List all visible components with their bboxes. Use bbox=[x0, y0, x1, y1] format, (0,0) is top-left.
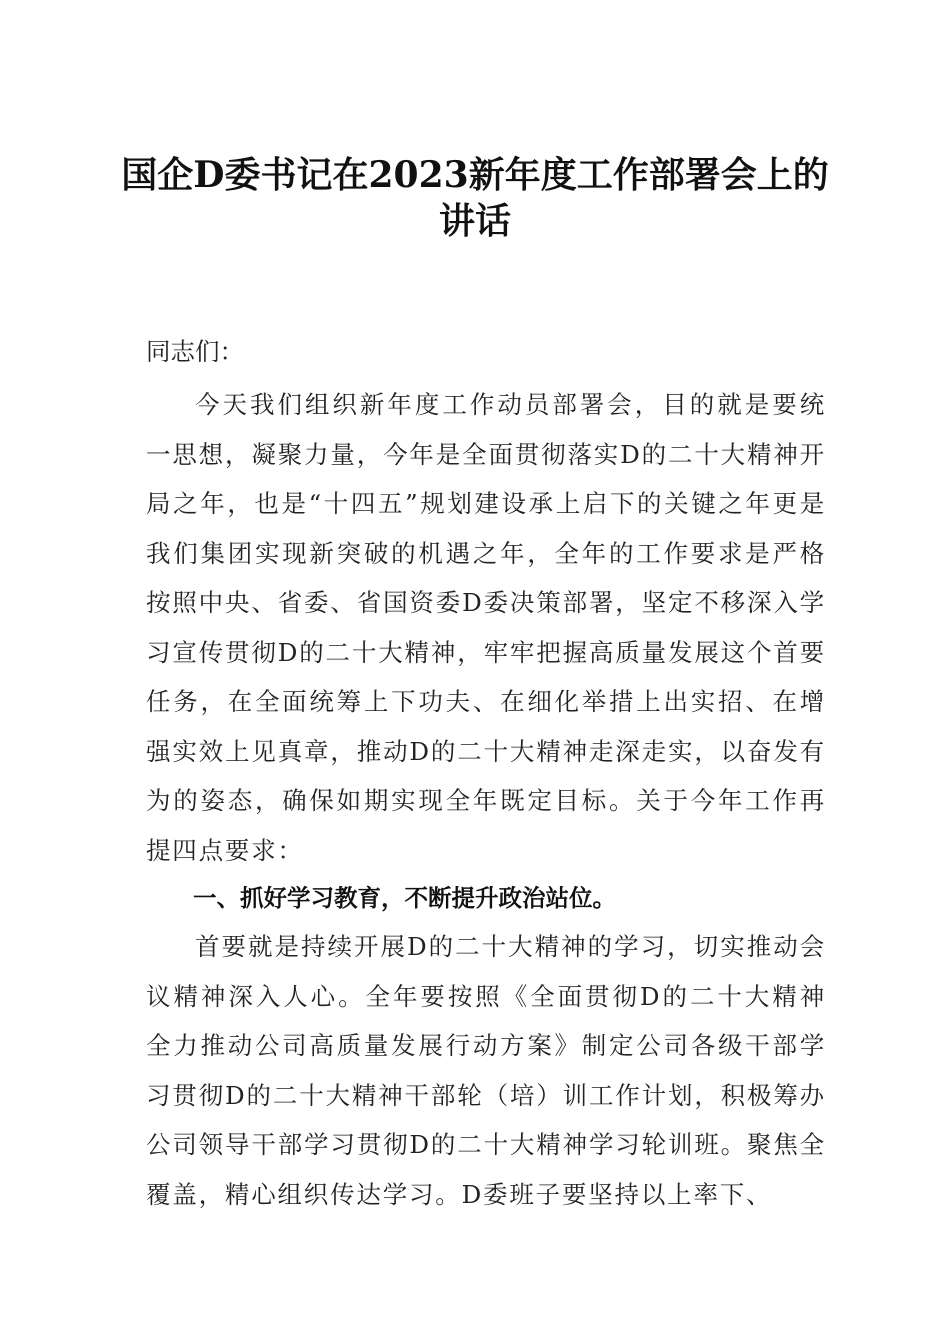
document-title: 国企D委书记在2023新年度工作部署会上的讲话 bbox=[121, 154, 829, 242]
paragraph-intro: 今天我们组织新年度工作动员部署会，目的就是要统一思想，凝聚力量，今年是全面贯彻落实D的二十大精神开局之年，也是“十四五”规划建设承上启下的关键之年更是我们集团实现新突破的机遇之年，全年的工作要求是严格按照中央、省委、省国资委D委决策部署，坚定不移深入学习宣传贯彻D的二十大精神，牢牢把握高质量发展这个首要任务，在全面统筹上下功夫、在细化举措上出实招、在增强实效上见真章，推动D的二十大精神走深走实，以奋发有为的姿态，确保如期实现全年既定目标。关于今年工作再提四点要求： bbox=[146, 390, 826, 865]
greeting: 同志们： bbox=[146, 337, 244, 366]
paragraph-section-1: 首要就是持续开展D的二十大精神的学习，切实推动会议精神深入人心。全年要按照《全面贯彻D的二十大精神 全力推动公司高质量发展行动方案》制定公司各级干部学习贯彻D的二十大精神干部轮（培）训工作计划，积极筹办公司领导干部学习贯彻D的二十大精神学习轮训班。聚焦全覆盖，精心组织传达学习。D委班子要坚持以上率下、 bbox=[146, 932, 826, 1209]
section-heading-1: 一、抓好学习教育，不断提升政治站位。 bbox=[193, 884, 616, 912]
